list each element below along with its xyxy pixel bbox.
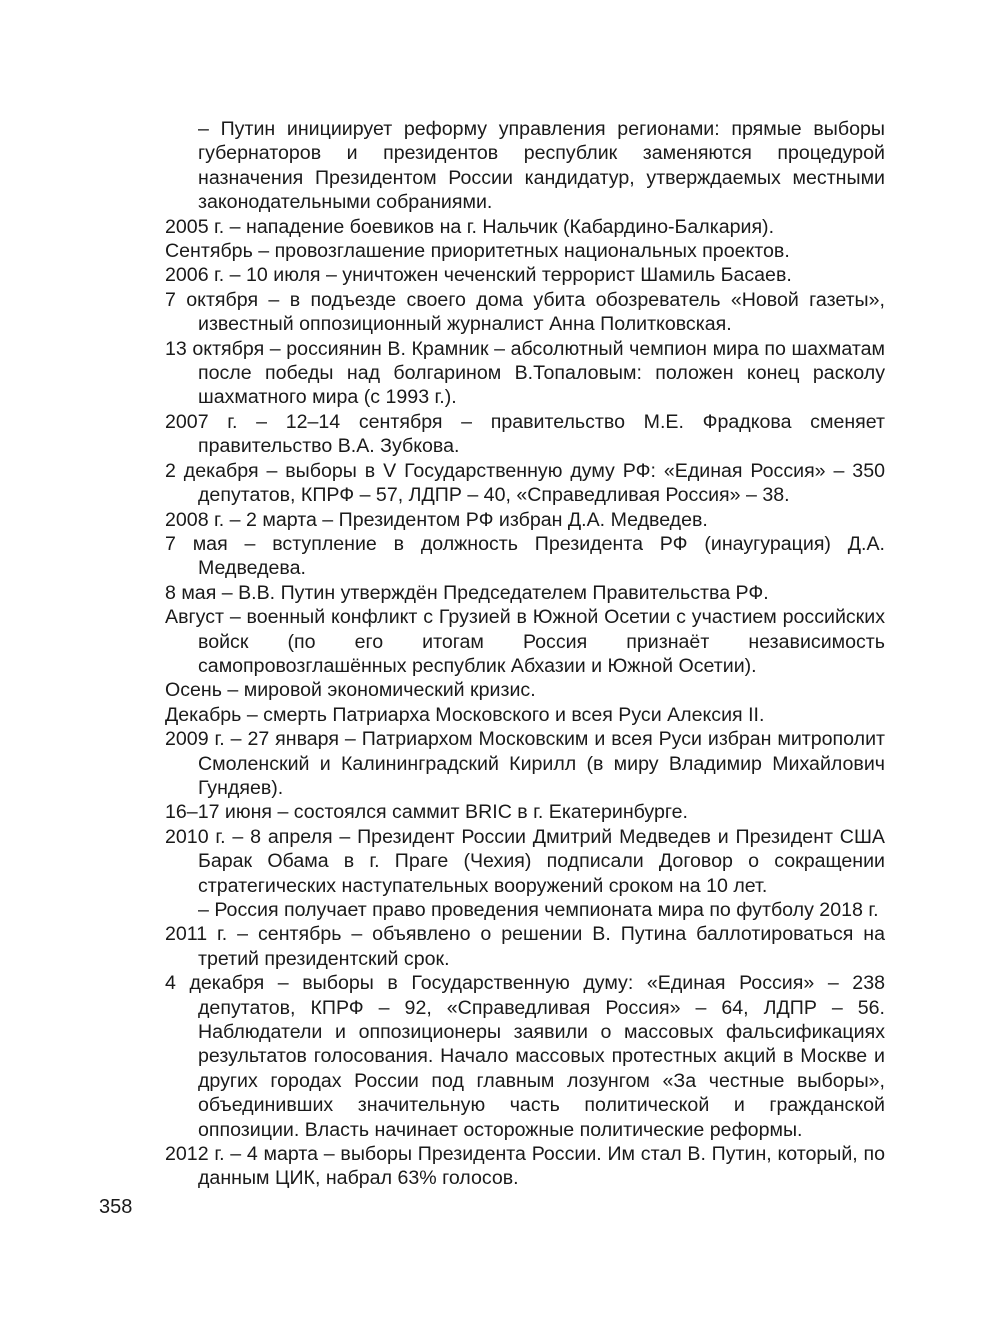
chronology-entry: 7 октября – в подъезде своего дома убита обозреватель «Новой газеты», известный оппозиционный журналист Анна Политковская. bbox=[165, 288, 885, 336]
chronology-entry: 2006 г. – 10 июля – уничтожен чеченский террорист Шамиль Басаев. bbox=[165, 264, 792, 287]
chronology-entry: – Россия получает право проведения чемпионата мира по футболу 2018 г. bbox=[198, 899, 879, 921]
chronology-entry: 13 октября – россиянин В. Крамник – абсолютный чемпион мира по шахматам после победы над болгарином В.Топаловым: положен конец расколу шахматного мира (с 1993 г.). bbox=[165, 337, 885, 409]
chronology-entry: 2007 г. – 12–14 сентября – правительство М.Е. Фрадкова сменяет правительство В.А. Зубкова. bbox=[165, 410, 885, 458]
chronology-entry: 2008 г. – 2 марта – Президентом РФ избран Д.А. Медведев. bbox=[165, 508, 708, 531]
chronology-entry: 2 декабря – выборы в V Государственную думу РФ: «Единая Россия» – 350 депутатов, КПРФ – 57, ЛДПР – 40, «Справедливая Россия» – 38. bbox=[165, 459, 885, 507]
chronology-entry: Август – военный конфликт с Грузией в Южной Осетии с участием российских войск (по его итогам Россия признаёт независимость самопровозглашённых республик Абхазии и Южной Осетии). bbox=[165, 606, 885, 677]
chronology-text bbox=[165, 117, 885, 1191]
chronology-entry: 7 мая – вступление в должность Президента РФ (инаугурация) Д.А. Медведева. bbox=[165, 532, 885, 580]
chronology-entry: 2011 г. – сентябрь – объявлено о решении В. Путина баллотироваться на третий президентский срок. bbox=[165, 923, 885, 970]
chronology-entry: 8 мая – В.В. Путин утверждён Председателем Правительства РФ. bbox=[165, 581, 769, 604]
chronology-entry: 2009 г. – 27 января – Патриархом Московским и всея Руси избран митрополит Смоленский и Калининградский Кирилл (в миру Владимир Михайлович Гундяев). bbox=[165, 728, 885, 799]
chronology-entry: 16–17 июня – состоялся саммит BRIC в г. Екатеринбурге. bbox=[165, 801, 688, 824]
chronology-entry: 4 декабря – выборы в Государственную думу: «Единая Россия» – 238 депутатов, КПРФ – 92, «Справедливая Россия» – 64, ЛДПР – 56. Наблюдатели и оппозиционеры заявили о массовых фальсификациях результатов голосования. Начало массовых протестных акций в Москве и других городах России под главным лозунгом «За честные выборы», объединивших значительную часть политической и гражданской оппозиции. Власть начинает осторожные политические реформы. bbox=[165, 972, 885, 1141]
chronology-entry: Осень – мировой экономический кризис. bbox=[165, 679, 536, 702]
chronology-entry: Декабрь – смерть Патриарха Московского и всея Руси Алексия II. bbox=[165, 703, 765, 726]
chronology-entry: – Путин инициирует реформу управления регионами: прямые выборы губернаторов и президентов республик заменяются процедурой назначения Президентом России кандидатур, утверждаемых местными законодательными собраниями. bbox=[198, 118, 885, 214]
chronology-entry: 2005 г. – нападение боевиков на г. Нальчик (Кабардино-Балкария). bbox=[165, 215, 775, 238]
page-number: 358 bbox=[99, 1196, 133, 1218]
chronology-entry: Сентябрь – провозглашение приоритетных национальных проектов. bbox=[165, 240, 790, 263]
chronology-entry: 2012 г. – 4 марта – выборы Президента России. Им стал В. Путин, который, по данным ЦИК, набрал 63% голосов. bbox=[165, 1143, 885, 1190]
chronology-entry: 2010 г. – 8 апреля – Президент России Дмитрий Медведев и Президент США Барак Обама в г. Праге (Чехия) подписали Договор о сокращении стратегических наступательных вооружений сроком на 10 лет. bbox=[165, 825, 885, 897]
